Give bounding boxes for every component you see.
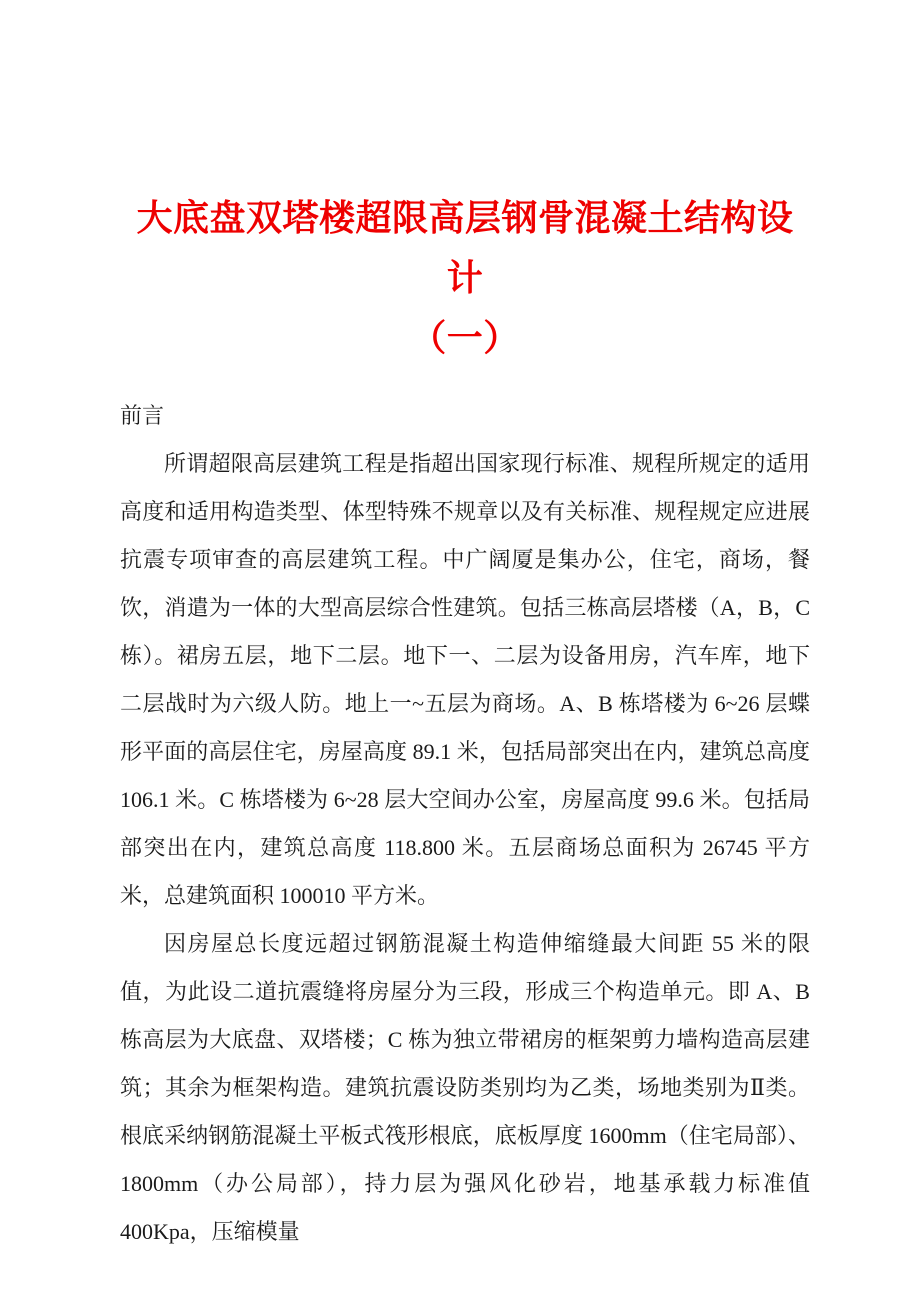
paragraph-2: 因房屋总长度远超过钢筋混凝土构造伸缩缝最大间距 55 米的限值，为此设二道抗震缝将房屋分为三段，形成三个构造单元。即 A、B 栋高层为大底盘、双塔楼；C 栋为独立带裙房的框架剪力墙构造高层建筑；其余为框架构造。建筑抗震设防类别均为乙类，场地类别为Ⅱ类。根底采纳钢筋混凝土平板式筏形根底，底板厚度 1600mm（住宅局部）、1800mm（办公局部），持力层为强风化砂岩，地基承载力标准值 400Kpa，压缩模量 [120,931,810,1244]
title-line-1: 大底盘双塔楼超限高层钢骨混凝土结构设计 [136,198,794,298]
paragraph-1: 所谓超限高层建筑工程是指超出国家现行标准、规程所规定的适用高度和适用构造类型、体型特殊不规章以及有关标准、规程规定应进展抗震专项审查的高层建筑工程。中广阔厦是集办公，住宅，商场，餐饮，消遣为一体的大型高层综合性建筑。包括三栋高层塔楼（A，B，C 栋）。裙房五层，地下二层。地下一、二层为设备用房，汽车库，地下二层战时为六级人防。地上一~五层为商场。A、B 栋塔楼为 6~26 层蝶形平面的高层住宅，房屋高度 89.1 米，包括局部突出在内，建筑总高度 106.1 米。C 栋塔楼为 6~28 层大空间办公室，房屋高度 99.6 米。包括局部突出在内，建筑总高度 118.800 米。五层商场总面积为 26745 平方米，总建筑面积 100010 平方米。 [120,451,810,908]
document-body [120,392,810,1256]
title-line-2: （一） [410,318,520,358]
section-heading-preface: 前言 [120,403,165,428]
document-title [120,0,810,368]
